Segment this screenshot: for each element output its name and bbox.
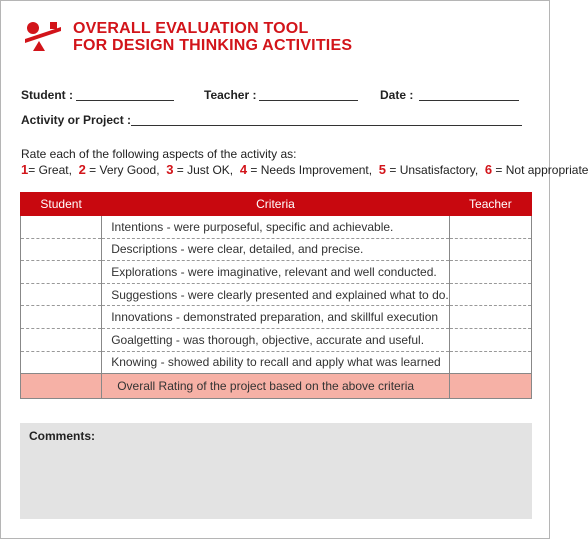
scale-num-5: 5 — [378, 162, 387, 177]
title-line-1: OVERALL EVALUATION TOOL — [73, 20, 309, 37]
teacher-input-line[interactable] — [259, 100, 358, 101]
student-score-cell[interactable] — [21, 216, 102, 239]
header-student: Student — [21, 193, 102, 216]
teacher-label: Teacher : — [204, 88, 257, 102]
seesaw-logo-icon — [23, 19, 63, 53]
scale-num-3: 3 — [166, 162, 174, 177]
criteria-cell: Intentions - were purposeful, specific and achievable. — [102, 216, 450, 239]
scale-num-4: 4 — [239, 162, 248, 177]
criteria-cell: Descriptions - were clear, detailed, and precise. — [102, 238, 450, 261]
student-label: Student : — [21, 88, 73, 102]
table-row — [21, 328, 532, 351]
rating-scale — [21, 162, 588, 177]
student-score-cell[interactable] — [21, 328, 102, 351]
scale-text-4: = Needs Improvement, — [247, 163, 379, 177]
student-score-cell[interactable] — [21, 261, 102, 284]
table-row — [21, 283, 532, 306]
table-row — [21, 306, 532, 329]
criteria-cell: Suggestions - were clearly presented and explained what to do. — [102, 283, 450, 306]
teacher-overall-cell[interactable] — [449, 374, 531, 399]
header-criteria: Criteria — [102, 193, 450, 216]
form-title — [73, 20, 352, 54]
title-line-2: FOR DESIGN THINKING ACTIVITIES — [73, 37, 353, 54]
teacher-score-cell[interactable] — [449, 216, 531, 239]
student-score-cell[interactable] — [21, 306, 102, 329]
rating-intro: Rate each of the following aspects of the activity as: — [21, 147, 297, 161]
scale-text-5: = Unsatisfactory, — [386, 163, 485, 177]
activity-input-line[interactable] — [131, 125, 522, 126]
scale-text-3: = Just OK, — [173, 163, 240, 177]
student-score-cell[interactable] — [21, 238, 102, 261]
activity-label: Activity or Project : — [21, 113, 132, 127]
scale-text-2: = Very Good, — [85, 163, 167, 177]
table-row — [21, 351, 532, 374]
table-row — [21, 238, 532, 261]
criteria-cell: Innovations - demonstrated preparation, and skillful execution — [102, 306, 450, 329]
student-score-cell[interactable] — [21, 283, 102, 306]
scale-text-6: = Not appropriate — [492, 163, 588, 177]
teacher-score-cell[interactable] — [449, 261, 531, 284]
teacher-score-cell[interactable] — [449, 351, 531, 374]
student-score-cell[interactable] — [21, 351, 102, 374]
table-row — [21, 216, 532, 239]
comments-box[interactable] — [20, 423, 532, 519]
criteria-cell: Goalgetting - was thorough, objective, accurate and useful. — [102, 328, 450, 351]
criteria-cell: Knowing - showed ability to recall and apply what was learned — [102, 351, 450, 374]
overall-rating-row — [21, 374, 532, 399]
scale-num-2: 2 — [78, 162, 86, 177]
scale-num-6: 6 — [484, 162, 493, 177]
scale-text-1: = Great, — [28, 163, 79, 177]
date-input-line[interactable] — [419, 100, 519, 101]
criteria-cell: Explorations - were imaginative, relevant and well conducted. — [102, 261, 450, 284]
header-teacher: Teacher — [449, 193, 531, 216]
table-header-row — [21, 193, 532, 216]
student-input-line[interactable] — [76, 100, 174, 101]
evaluation-table — [20, 192, 532, 399]
teacher-score-cell[interactable] — [449, 306, 531, 329]
student-overall-cell[interactable] — [21, 374, 102, 399]
table-row — [21, 261, 532, 284]
date-label: Date : — [380, 88, 414, 102]
teacher-score-cell[interactable] — [449, 238, 531, 261]
overall-rating-label: Overall Rating of the project based on the above criteria — [102, 374, 450, 399]
scale-num-1: 1 — [21, 162, 29, 177]
teacher-score-cell[interactable] — [449, 328, 531, 351]
teacher-score-cell[interactable] — [449, 283, 531, 306]
comments-label: Comments: — [29, 429, 96, 443]
